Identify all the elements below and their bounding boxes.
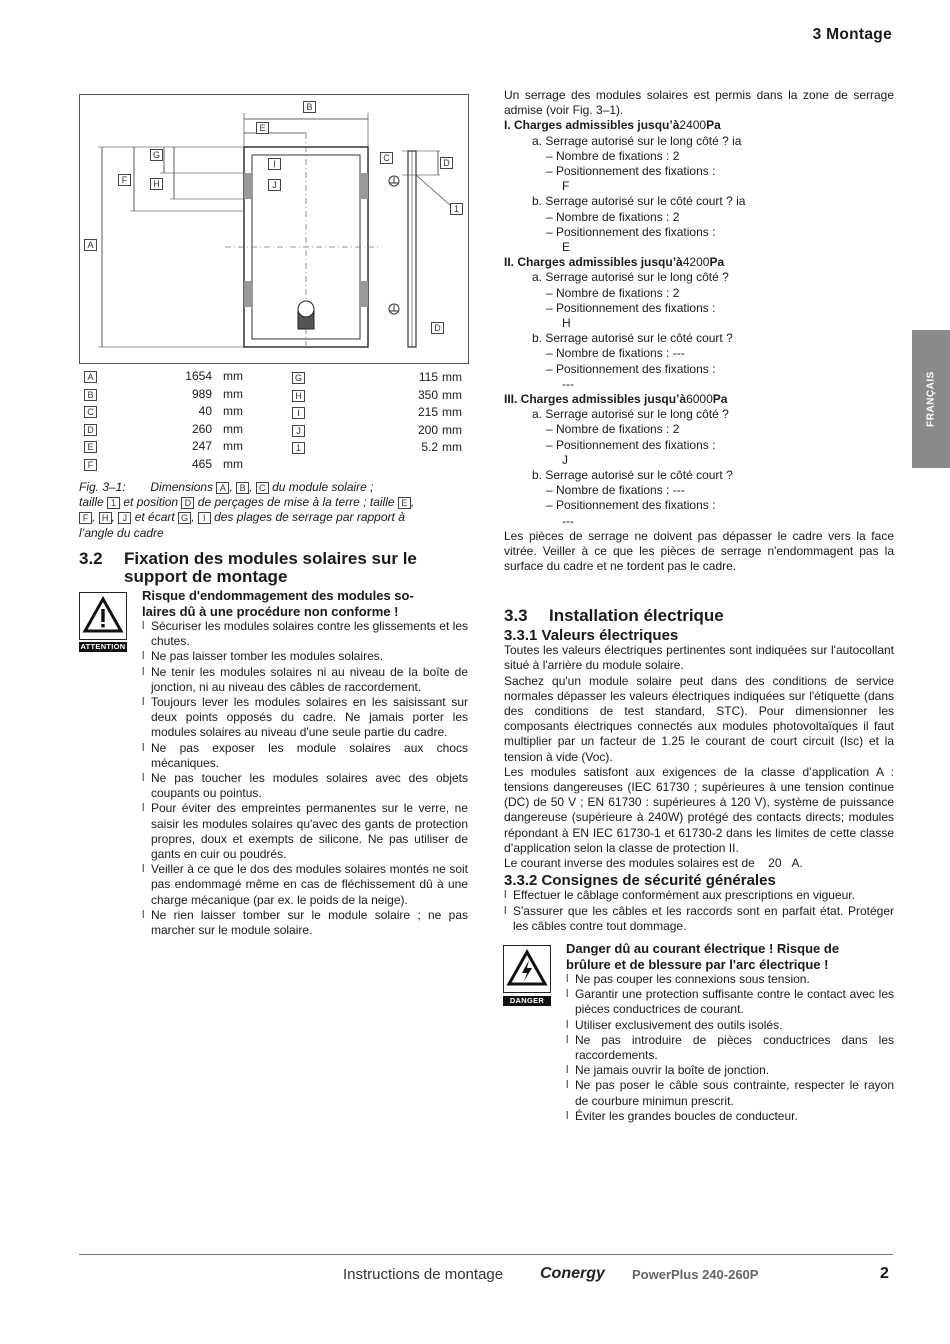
- fixation-count-value: 2: [672, 285, 680, 300]
- paragraph: Sachez qu'un module solaire peut dans des conditions de service normales dépasser les valeurs électriques indiquées sur l'étiquette (dans des conditions de test standard, STC). Pour dimensionner les composants électriques connectés aux modules photovoltaïques il faut multiplier par un facteur de 1.25 le courant de court circuit (Isc) et la tension à vide (Voc).: [504, 673, 894, 764]
- fixation-count: [504, 483, 894, 498]
- fixation-position-value: ---: [562, 513, 574, 528]
- figure-label-i: I: [268, 158, 281, 170]
- fixation-position-label: – Positionnement des fixations :: [546, 361, 716, 376]
- load-value: 2400: [679, 118, 707, 133]
- fixation-count: [504, 286, 894, 301]
- caption-text: l’angle du cadre: [79, 525, 164, 540]
- fixation-count-value: 2: [672, 148, 680, 163]
- figure-label-h: H: [150, 178, 163, 190]
- caption-text: et écart: [134, 510, 175, 525]
- dim-value: 200: [417, 422, 438, 437]
- fixation-position-label: – Positionnement des fixations :: [546, 300, 716, 315]
- list-item: l S'assurer que les câbles et les raccords sont en parfait état. Protéger les câbles contre tout dommage.: [504, 904, 894, 934]
- paragraph: Les modules satisfont aux exigences de la classe d’application A : tensions dangereuses (IEC 61730 ; supérieures à une tension continue (DC) de 50 V ; EN 61730 : supérieures à 120 V), système de puissance dangereuse (supérieure à 240W) protégé des contacts directs; modules répondant à EN IEC 61730-1 et 61730-2 dans les limites de cette classe d’application selon la classe de protection II.: [504, 764, 894, 855]
- dim-label: 1: [292, 442, 305, 454]
- dim-value: 247: [191, 439, 212, 453]
- section-title: Fixation des modules solaires sur le: [124, 549, 417, 568]
- list-item: l Éviter les grandes boucles de conducteur.: [566, 1109, 894, 1124]
- dim-value: 465: [191, 456, 212, 471]
- caption-label-g: G: [178, 512, 191, 524]
- answer-value: ia: [736, 194, 746, 209]
- reverse-current-value: 20: [768, 856, 782, 871]
- figure-label-f: F: [118, 174, 131, 186]
- warning-title-line: Risque d'endommagement des modules so-: [142, 588, 414, 603]
- caption-text: et position: [123, 495, 179, 510]
- list-item: l Ne rien laisser tomber sur le module solaire ; ne pas marcher sur le module solaire.: [142, 908, 468, 938]
- dim-label: C: [84, 406, 97, 418]
- list-item: l Toujours lever les modules solaires en les saisissant sur deux points opposés du cadre. Ne jamais porter les modules solaires au niveau d'une seule partie du cadre.: [142, 695, 468, 741]
- section-3-3-heading: [504, 607, 894, 625]
- question-text: a. Serrage autorisé sur le long côté ?: [532, 407, 729, 422]
- section-number: 3.3: [504, 606, 528, 625]
- dim-row-g: [292, 369, 462, 386]
- module-dimension-diagram: [80, 95, 468, 363]
- question-short-side: [504, 194, 894, 209]
- load-value: 6000: [686, 392, 713, 407]
- warning-title: [142, 588, 468, 619]
- attention-warning-block: [142, 588, 468, 938]
- fixation-position-value: E: [562, 240, 571, 255]
- figure-caption: Fig. 3–1: Dimensions A , B , C du module solaire ; taille 1 et position D de perçages de mise à la terre ; taille E , F , H , J et écart G , I des plages de serrage par rapport à l’angle du cadre: [79, 480, 415, 540]
- footer-instructions: Instructions de montage: [343, 1266, 504, 1283]
- section-header: 3 Montage: [812, 26, 892, 43]
- dim-row-f: [84, 456, 264, 473]
- load-value: 4200: [682, 255, 710, 270]
- danger-title: [566, 941, 894, 972]
- fixation-position-label: – Positionnement des fixations :: [546, 437, 716, 452]
- footer-brand-logo: Conergy: [540, 1265, 605, 1282]
- electric-hazard-icon: [504, 946, 550, 992]
- danger-instructions-list: [566, 972, 894, 1124]
- dim-row-j: [292, 422, 462, 439]
- question-long-side: [504, 407, 894, 422]
- list-item: l Ne pas toucher les modules solaires avec des objets coupants ou pointus.: [142, 771, 468, 801]
- caption-text: Dimensions: [150, 480, 214, 494]
- dim-label: A: [84, 371, 97, 383]
- fixation-position-value: F: [562, 179, 570, 194]
- fixation-count-label: – Nombre de fixations :: [546, 148, 670, 163]
- danger-title-line: Danger dû au courant électrique ! Risque de: [566, 941, 840, 956]
- list-item: l Ne jamais ouvrir la boîte de jonction.: [566, 1063, 894, 1078]
- clamping-section: [504, 88, 894, 575]
- fixation-count-value: 2: [672, 422, 680, 437]
- section-title: Installation électrique: [549, 606, 724, 625]
- load-title-text: I. Charges admissibles jusqu’à: [504, 118, 680, 133]
- reverse-current-text: Le courant inverse des modules solaires est de: [504, 856, 755, 871]
- footer-model: PowerPlus 240-260P: [632, 1267, 759, 1282]
- figure-label-e: E: [256, 122, 269, 134]
- dim-row-1: [292, 439, 462, 456]
- reverse-current-line: [504, 856, 894, 871]
- caption-label-i: I: [198, 512, 211, 524]
- fixation-position-value: H: [562, 316, 571, 331]
- dim-label: B: [84, 389, 97, 401]
- reverse-current-unit: A.: [791, 856, 803, 871]
- warning-triangle-icon: [80, 593, 126, 639]
- load-unit: Pa: [706, 118, 721, 133]
- caption-label-a: A: [216, 482, 229, 494]
- question-text: a. Serrage autorisé sur le long côté ?: [532, 133, 729, 148]
- caption-text: de perçages de mise à la terre ; taille: [197, 495, 395, 510]
- load-title-text: II. Charges admissibles jusqu’à: [504, 255, 683, 270]
- dim-label: G: [292, 372, 305, 384]
- figure-label-d-top: D: [440, 157, 453, 169]
- subsection-3-3-1-heading: 3.3.1 Valeurs électriques: [504, 627, 679, 644]
- dim-label: I: [292, 407, 305, 419]
- dim-value: 989: [191, 386, 212, 401]
- question-text: b. Serrage autorisé sur le côté court ?: [532, 468, 733, 483]
- fixation-count-label: – Nombre de fixations :: [546, 422, 670, 437]
- dim-value: 5.2: [421, 440, 438, 454]
- question-text: b. Serrage autorisé sur le côté court ?: [532, 331, 733, 346]
- fixation-position-value: ---: [562, 376, 574, 391]
- fixation-count-value: ---: [672, 346, 685, 361]
- danger-warning-icon: [503, 945, 551, 993]
- handling-instructions-list: [142, 619, 468, 938]
- load-unit: Pa: [712, 392, 728, 407]
- dim-unit: mm: [223, 386, 243, 401]
- list-item: l Utiliser exclusivement des outils isolés.: [566, 1018, 894, 1033]
- caption-label-d: D: [181, 497, 194, 509]
- fixation-count-label: – Nombre de fixations :: [546, 483, 670, 498]
- dim-row-c: [84, 403, 264, 420]
- caption-label-b: B: [236, 482, 249, 494]
- fixation-position-label: – Positionnement des fixations :: [546, 498, 716, 513]
- caption-text: taille: [79, 495, 104, 510]
- figure-label-g: G: [150, 149, 163, 161]
- general-safety-list: [504, 888, 894, 934]
- figure-label-b: B: [303, 101, 316, 113]
- dim-row-e: [84, 438, 264, 455]
- list-item: l Effectuer le câblage conformément aux prescriptions en vigueur.: [504, 888, 894, 903]
- fixation-count: [504, 422, 894, 437]
- caption-text: du module solaire ;: [272, 480, 374, 494]
- dim-value: 260: [191, 421, 212, 436]
- dim-unit: mm: [223, 369, 243, 383]
- fixation-count-value: ---: [672, 483, 685, 498]
- dim-unit: mm: [442, 422, 462, 437]
- list-item: l Pour éviter des empreintes permanentes sur le verre, ne saisir les modules solaires qu'avec des gants de protection propres, doux et exempts de silicone. Ne pas utiliser de gants en cuir ou poudrés.: [142, 801, 468, 862]
- question-text: a. Serrage autorisé sur le long côté ?: [532, 270, 729, 285]
- caption-label-j: J: [118, 512, 131, 524]
- question-short-side: [504, 331, 894, 346]
- question-long-side: [504, 270, 894, 285]
- load-group-2: [504, 255, 894, 392]
- dim-label: D: [84, 424, 97, 436]
- load-group-title: [504, 118, 894, 133]
- fixation-count: [504, 210, 894, 225]
- load-group-1: [504, 118, 894, 255]
- list-item: l Ne tenir les modules solaires ni au niveau de la boîte de jonction, ni au niveau des câbles de raccordement.: [142, 665, 468, 695]
- clamping-intro: Un serrage des modules solaires est permis dans la zone de serrage admise (voir Fig. 3–1).: [504, 88, 894, 118]
- caption-label-c: C: [256, 482, 269, 494]
- dim-unit: mm: [442, 440, 462, 454]
- danger-warning-block: [566, 941, 894, 1124]
- fixation-count-label: – Nombre de fixations :: [546, 346, 670, 361]
- dim-label: E: [84, 441, 97, 453]
- dim-value: 350: [417, 387, 438, 402]
- list-item: l Ne pas couper les connexions sous tension.: [566, 972, 894, 987]
- paragraph: Toutes les valeurs électriques pertinentes sont indiquées sur l'autocollant situé à l'arrière du module solaire.: [504, 643, 894, 673]
- dim-row-a: [84, 368, 264, 385]
- caption-label-h: H: [99, 512, 112, 524]
- fixation-count: [504, 346, 894, 361]
- warning-title-line: laires dû à une procédure non conforme !: [142, 603, 399, 619]
- answer-value: ia: [732, 133, 742, 148]
- dim-label: J: [292, 425, 305, 437]
- caption-label-1: 1: [107, 497, 120, 509]
- list-item: l Ne pas laisser tomber les modules solaires.: [142, 649, 468, 664]
- footer-divider: [79, 1254, 893, 1255]
- question-long-side: [504, 134, 894, 149]
- caption-label-e: E: [398, 497, 411, 509]
- dim-unit: mm: [442, 387, 462, 402]
- load-group-title: [504, 255, 894, 270]
- danger-title-line: brûlure et de blessure par l'arc électrique !: [566, 956, 829, 972]
- dim-value: 115: [418, 370, 438, 384]
- fixation-position-label: – Positionnement des fixations :: [546, 164, 716, 179]
- dim-unit: mm: [223, 456, 243, 471]
- dim-value: 1654: [185, 369, 212, 383]
- clamping-outro: Les pièces de serrage ne doivent pas dépasser le cadre vers la face vitrée. Veiller à ce que les pièces de serrage n'endommagent pas la surface du cadre et ne tordent pas le cadre.: [504, 528, 894, 574]
- caption-prefix: Fig. 3–1:: [79, 480, 126, 494]
- load-unit: Pa: [709, 255, 725, 270]
- list-item: l Sécuriser les modules solaires contre les glissements et les chutes.: [142, 619, 468, 649]
- question-text: b. Serrage autorisé sur le côté court ?: [532, 194, 733, 209]
- section-3-2-heading: [79, 550, 479, 586]
- figure-label-1: 1: [450, 203, 463, 215]
- fixation-count-label: – Nombre de fixations :: [546, 285, 670, 300]
- dim-value: 215: [417, 405, 438, 419]
- list-item: l Ne pas exposer les module solaires aux chocs mécaniques.: [142, 741, 468, 771]
- dim-unit: mm: [223, 421, 243, 436]
- list-item: l Ne pas poser le câble sous contrainte, respecter le rayon de courbure minimun prescrit.: [566, 1078, 894, 1108]
- fixation-position-value: J: [562, 452, 568, 467]
- list-item: l Ne pas introduire de pièces conductrices dans les raccordements.: [566, 1033, 894, 1063]
- language-tab: [912, 330, 950, 468]
- load-title-text: III. Charges admissibles jusqu’à: [504, 392, 687, 407]
- load-group-title: [504, 392, 894, 407]
- list-item: l Veiller à ce que le dos des modules solaires montés ne soit pas endommagé même en cas de fléchissement dû à une charge mécanique (par ex. le poids de la neige).: [142, 862, 468, 908]
- dim-row-d: [84, 421, 264, 438]
- fixation-count: [504, 149, 894, 164]
- section-number: 3.2: [79, 549, 103, 568]
- dim-row-b: [84, 386, 264, 403]
- fixation-position-label: – Positionnement des fixations :: [546, 224, 716, 239]
- dim-label: F: [84, 459, 97, 471]
- danger-tag: DANGER: [503, 996, 551, 1006]
- dim-row-i: [292, 404, 462, 421]
- attention-warning-icon: [79, 592, 127, 640]
- figure-label-j: J: [268, 179, 281, 191]
- dim-value: 40: [198, 404, 212, 418]
- figure-module-drawing: [79, 94, 469, 364]
- attention-tag: ATTENTION: [80, 642, 126, 651]
- list-item: l Garantir une protection suffisante contre le contact avec les pièces conductrices de courant.: [566, 987, 894, 1017]
- figure-label-a: A: [84, 239, 97, 251]
- electrical-values-section: [504, 628, 894, 934]
- dim-unit: mm: [442, 405, 462, 419]
- dim-unit: mm: [223, 439, 243, 453]
- question-short-side: [504, 468, 894, 483]
- subsection-3-3-2-heading: 3.3.2 Consignes de sécurité générales: [504, 872, 776, 890]
- caption-label-f: F: [79, 512, 92, 524]
- dim-unit: mm: [442, 370, 462, 384]
- fixation-count-value: 2: [672, 209, 680, 224]
- dim-label: H: [292, 390, 305, 402]
- figure-label-d-bottom: D: [431, 322, 444, 334]
- figure-label-c: C: [380, 152, 393, 164]
- fixation-count-label: – Nombre de fixations :: [546, 209, 670, 224]
- dim-unit: mm: [223, 404, 243, 418]
- load-group-3: [504, 392, 894, 529]
- section-title-line2: support de montage: [124, 567, 288, 586]
- language-tab-label: FRANÇAIS: [925, 371, 937, 427]
- page-number: 2: [880, 1265, 889, 1282]
- dim-row-h: [292, 387, 462, 404]
- caption-text: des plages de serrage par rapport à: [214, 510, 405, 525]
